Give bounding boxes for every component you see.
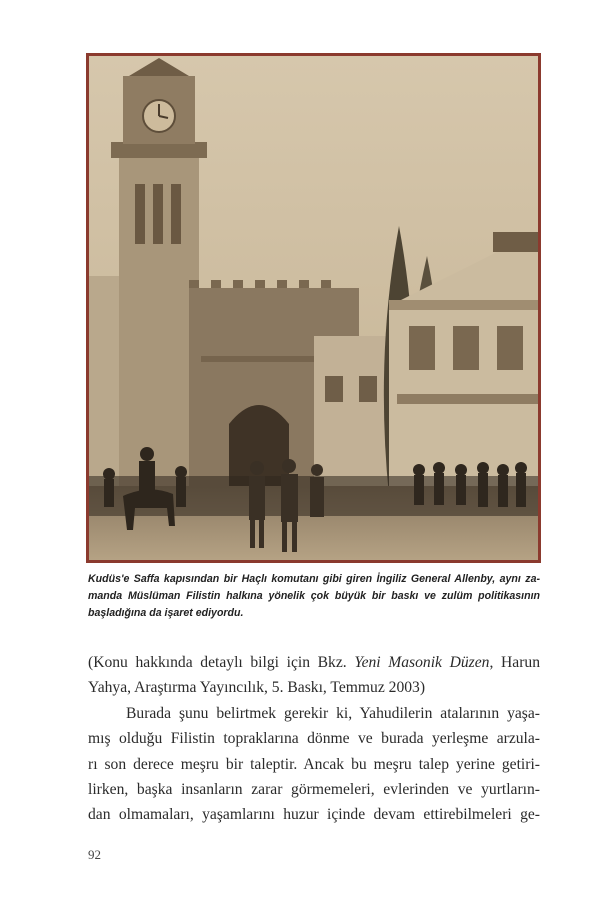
paragraph-line: rı son derece meşru bir taleptir. Ancak bu meşru talep yerine getiri- xyxy=(88,755,540,773)
historical-photo xyxy=(86,53,541,563)
caption-line: başladığına da işaret ediyordu. xyxy=(88,607,244,619)
reference-prefix: (Konu hakkında detaylı bilgi için Bkz. xyxy=(88,654,355,671)
figure-caption xyxy=(88,571,540,622)
reference-book-title: Yeni Masonik Düzen xyxy=(354,654,490,671)
caption-line: Kudüs'e Saffa kapısından bir Haçlı komutanı gibi giren İngiliz General Allenby, aynı za- xyxy=(88,573,540,585)
reference-line-2: Yahya, Araştırma Yayıncılık, 5. Baskı, Temmuz 2003) xyxy=(88,679,426,697)
reference-suffix: , Harun xyxy=(489,654,540,671)
paragraph-line: mış olduğu Filistin topraklarına dönme ve burada yerleşme arzula- xyxy=(88,730,540,748)
paragraph-line: dan olmamaları, yaşamlarını huzur içinde devam ettirebilmeleri ge- xyxy=(88,806,540,824)
photo-illustration xyxy=(89,56,538,560)
reference-line xyxy=(88,650,540,675)
page-number: 92 xyxy=(88,847,101,862)
caption-line: manda Müslüman Filistin halkına yönelik çok büyük bir baskı ve zulüm politikasının xyxy=(88,590,540,602)
body-text xyxy=(88,650,540,828)
paragraph-line: Burada şunu belirtmek gerekir ki, Yahudilerin atalarının yaşa- xyxy=(126,704,540,722)
paragraph-line: lirken, başka insanların zarar görmemeleri, evlerinden ve yurtların- xyxy=(88,781,540,799)
